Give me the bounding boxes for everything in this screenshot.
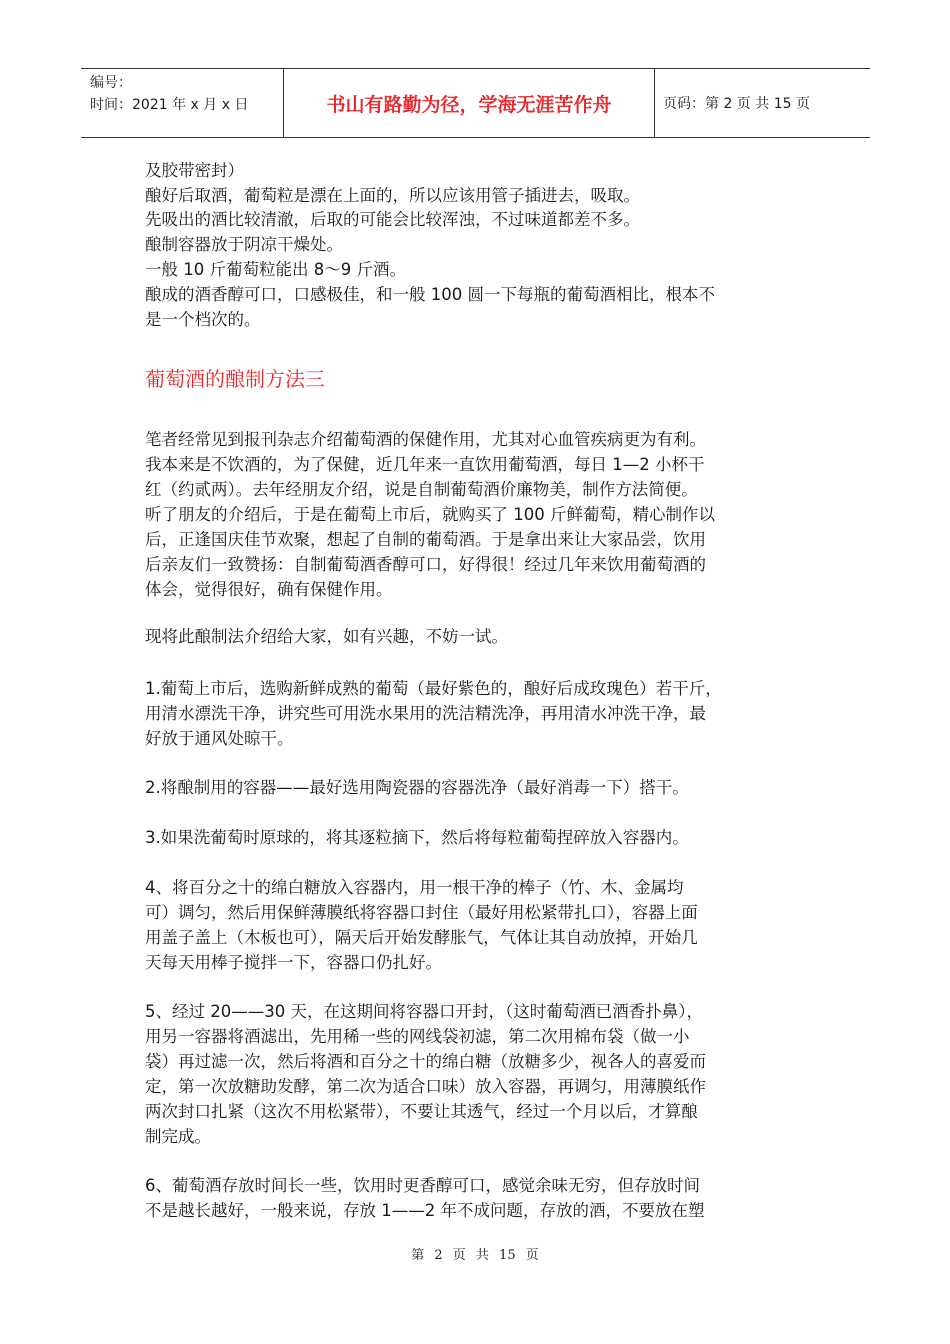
body-line: 笔者经常见到报刊杂志介绍葡萄酒的保健作用，尤其对心血管疾病更为有利。: [145, 430, 706, 449]
body-line: 酿成的酒香醇可口，口感极佳，和一般 100 圆一下每瓶的葡萄酒相比，根本不: [145, 285, 715, 304]
body-line: 后，正逢国庆佳节欢聚，想起了自制的葡萄酒。于是拿出来让大家品尝，饮用: [145, 530, 706, 549]
body-line: 听了朋友的介绍后，于是在葡萄上市后，就购买了 100 斤鲜葡萄，精心制作以: [145, 505, 715, 524]
body-line: 酿好后取酒，葡萄粒是漂在上面的，所以应该用管子插进去，吸取。: [145, 186, 640, 205]
body-line: 及胶带密封）: [145, 161, 244, 180]
body-line: 天每天用棒子搅拌一下，容器口仍扎好。: [145, 953, 442, 972]
header-meta: [81, 69, 283, 137]
body-line: 我本来是不饮酒的，为了保健，近几年来一直饮用葡萄酒，每日 1—2 小杯干: [145, 455, 705, 474]
body-line: 现将此酿制法介绍给大家，如有兴趣，不妨一试。: [145, 627, 508, 646]
body-line: 是一个档次的。: [145, 310, 261, 329]
body-line: 6、葡萄酒存放时间长一些，饮用时更香醇可口，感觉余味无穷，但存放时间: [145, 1176, 700, 1195]
body-line: 用盖子盖上（木板也可），隔天后开始发酵胀气，气体让其自动放掉，开始几: [145, 928, 698, 947]
header-motto: 书山有路勤为径，学海无涯苦作舟: [283, 69, 655, 137]
body-line: 2.将酿制用的容器——最好选用陶瓷器的容器洗净（最好消毒一下）搭干。: [145, 778, 689, 797]
body-line: 酿制容器放于阴凉干燥处。: [145, 235, 343, 254]
body-line: 5、经过 20——30 天，在这期间将容器口开封，（这时葡萄酒已酒香扑鼻），: [145, 1002, 703, 1021]
body-line: 后亲友们一致赞扬：自制葡萄酒香醇可口，好得很！经过几年来饮用葡萄酒的: [145, 555, 706, 574]
body-line: 袋）再过滤一次，然后将酒和百分之十的绵白糖（放糖多少，视各人的喜爱而: [145, 1052, 706, 1071]
body-line: 红（约贰两）。去年经朋友介绍，说是自制葡萄酒价廉物美，制作方法简便。: [145, 480, 698, 499]
body-line: 两次封口扎紧（这次不用松紧带），不要让其透气，经过一个月以后，才算酿: [145, 1102, 698, 1121]
body-line: 先吸出的酒比较清澈，后取的可能会比较浑浊，不过味道都差不多。: [145, 210, 640, 229]
document-number-label: 编号：: [90, 75, 132, 91]
body-line: 用清水漂洗干净，讲究些可用洗水果用的洗洁精洗净，再用清水冲洗干净，最: [145, 704, 706, 723]
body-line: 4、将百分之十的绵白糖放入容器内，用一根干净的棒子（竹、木、金属均: [145, 878, 684, 897]
body-line: 不是越长越好，一般来说，存放 1——2 年不成问题，存放的酒，不要放在塑: [145, 1201, 705, 1220]
body-line: 制完成。: [145, 1127, 211, 1146]
body-line: 用另一容器将酒滤出，先用稀一些的网线袋初滤，第二次用棉布袋（做一小: [145, 1027, 690, 1046]
body-line: 好放于通风处晾干。: [145, 729, 294, 748]
body-line: 体会，觉得很好，确有保健作用。: [145, 580, 393, 599]
page-header: [81, 68, 870, 138]
section-heading: 葡萄酒的酿制方法三: [145, 367, 325, 391]
body-line: 1.葡萄上市后，选购新鲜成熟的葡萄（最好紫色的，酿好后成玫瑰色）若干斤，: [145, 679, 722, 698]
body-line: 3.如果洗葡萄时原球的，将其逐粒摘下，然后将每粒葡萄捏碎放入容器内。: [145, 828, 689, 847]
header-page-info: 页码：第 2 页 共 15 页: [663, 96, 810, 112]
document-date: 时间：2021 年 x 月 x 日: [90, 97, 249, 113]
body-line: 可）调匀，然后用保鲜薄膜纸将容器口封住（最好用松紧带扎口），容器上面: [145, 903, 698, 922]
page-footer: 第 2 页 共 15 页: [411, 1248, 539, 1263]
body-line: 一般 10 斤葡萄粒能出 8～9 斤酒。: [145, 260, 406, 279]
body-line: 定，第一次放糖助发酵，第二次为适合口味）放入容器，再调匀，用薄膜纸作: [145, 1077, 706, 1096]
